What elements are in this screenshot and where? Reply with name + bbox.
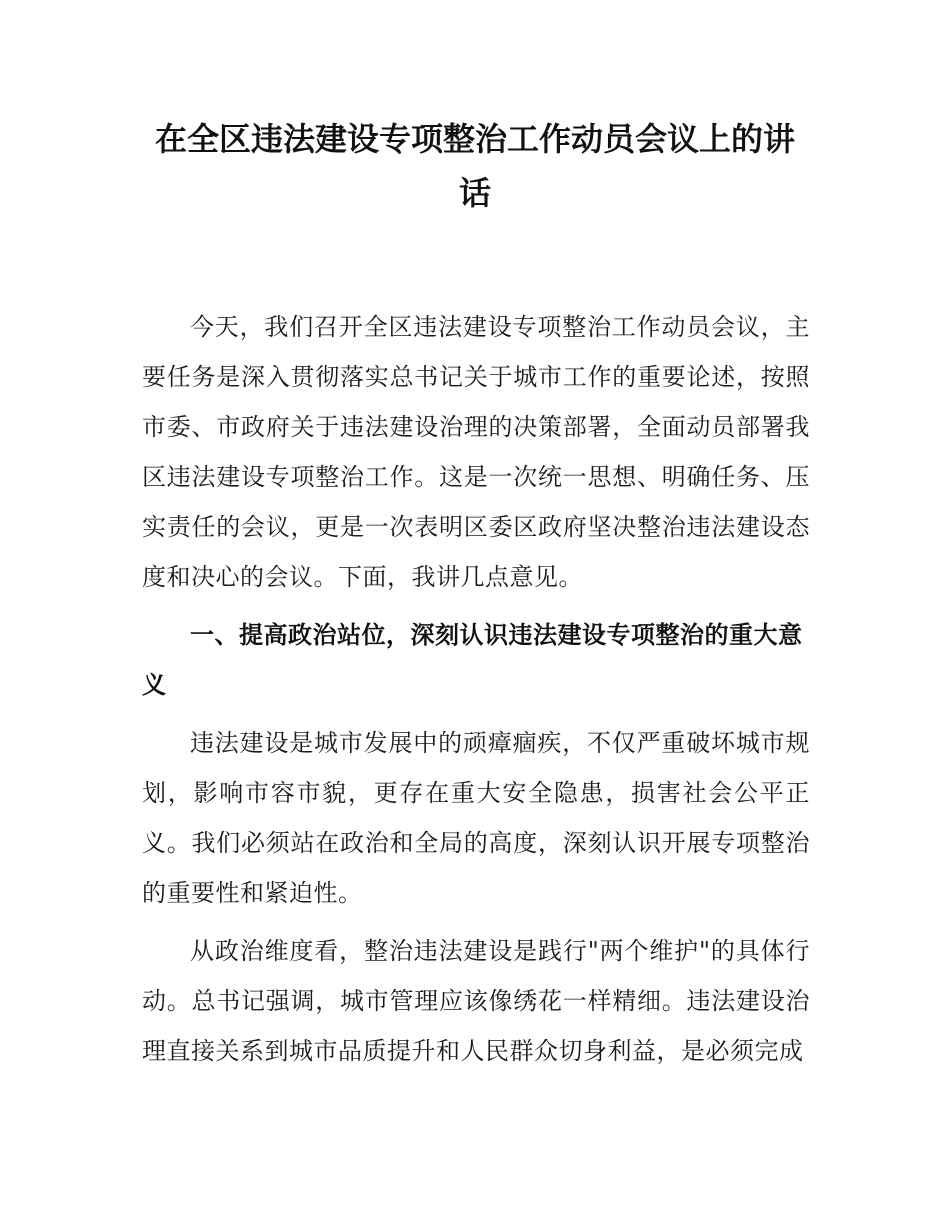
paragraph-body: 从政治维度看，整治违法建设是践行"两个维护"的具体行动。总书记强调，城市管理应该像绣花一样精细。违法建设治理直接关系到城市品质提升和人民群众切身利益，是必须完成 [142, 937, 810, 1065]
paragraph-body: 违法建设是城市发展中的顽瘴痼疾，不仅严重破坏城市规划，影响市容市貌，更存在重大安全隐患，损害社会公平正义。我们必须站在政治和全局的高度，深刻认识开展专项整治的重要性和紧迫性。 [142, 729, 810, 907]
document-body [142, 302, 810, 1076]
spacer [142, 602, 810, 610]
spacer [142, 710, 810, 718]
spacer [142, 918, 810, 926]
paragraph-intro: 今天，我们召开全区违法建设专项整治工作动员会议，主要任务是深入贯彻落实总书记关于城市工作的重要论述，按照市委、市政府关于违法建设治理的决策部署，全面动员部署我区违法建设专项整治工作。这是一次统一思想、明确任务、压实责任的会议，更是一次表明区委区政府坚决整治违法建设态度和决心的会议。下面，我讲几点意见。 [142, 313, 810, 591]
section-heading: 一、提高政治站位，深刻认识违法建设专项整治的重大意义 [142, 621, 803, 699]
document-title: 在全区违法建设专项整治工作动员会议上的讲话 [154, 120, 795, 212]
